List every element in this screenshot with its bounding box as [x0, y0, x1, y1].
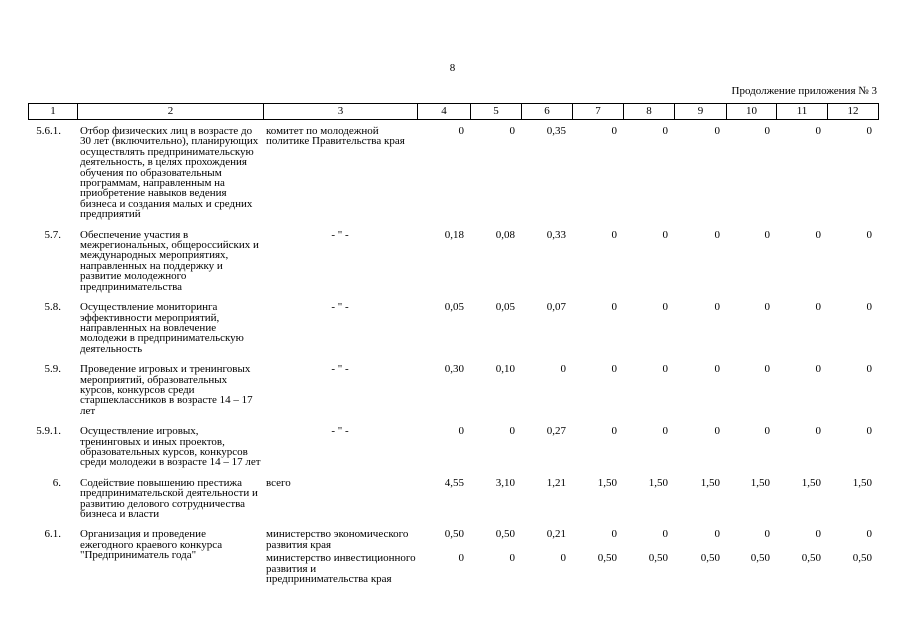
- row-responsible: - " -: [331, 301, 349, 314]
- row-value: 0: [611, 301, 617, 314]
- row-value: 0: [509, 125, 515, 137]
- row-value: 0: [611, 425, 617, 438]
- header-cell: 4: [418, 104, 471, 120]
- header-cell: 3: [264, 104, 418, 120]
- row-value: 1,50: [700, 476, 720, 489]
- row-value: 0: [866, 228, 872, 241]
- row-value: 1,21: [546, 476, 566, 489]
- row-value: 1,50: [801, 476, 821, 489]
- row-code: 5.6.1.: [36, 125, 61, 137]
- header-cell: 12: [828, 104, 879, 120]
- column-number-header: [28, 103, 879, 120]
- row-responsible: всего: [266, 476, 291, 489]
- table-row: [28, 302, 878, 364]
- row-value: 0: [509, 552, 515, 565]
- row-value: 0,18: [444, 228, 464, 241]
- row-value: 0: [662, 363, 668, 376]
- header-cell: 1: [29, 104, 78, 120]
- table-row: [28, 230, 878, 302]
- row-value: 0: [714, 363, 720, 376]
- table-row: [28, 426, 878, 478]
- row-value: 0: [764, 125, 770, 137]
- row-value: 0: [509, 425, 515, 438]
- row-name: Осуществление игровых, тренинговых и иных проектов, образовательных курсов, конкурсов среди молодежи в возрасте 14 – 17 лет: [80, 425, 261, 469]
- header-cell: 9: [675, 104, 727, 120]
- row-value: 0: [866, 528, 872, 541]
- row-name: Осуществление мониторинга эффективности мероприятий, направленных на вовлечение молодежи в предпринимательскую деятельность: [80, 301, 244, 355]
- row-value: 1,50: [648, 476, 668, 489]
- row-name: Отбор физических лиц в возрасте до 30 лет (включительно), планирующих осуществлять предпринимательскую деятельность, в целях прохождения обучения по образовательным программам, направленным на приобретение навыков ведения бизнеса и создания малых и средних предприятий: [80, 125, 259, 221]
- row-value: 0: [662, 125, 668, 137]
- row-value: 0: [560, 552, 566, 565]
- row-value: 0: [458, 425, 464, 438]
- row-code: 5.9.1.: [36, 425, 61, 438]
- row-value: 0,50: [700, 552, 720, 565]
- row-value: 0: [662, 528, 668, 541]
- header-cell: 11: [777, 104, 828, 120]
- row-value: 0: [866, 301, 872, 314]
- row-responsible: министерство инвестиционного развития и предпринимательства края: [266, 552, 416, 586]
- row-value: 0: [764, 301, 770, 314]
- row-value: 0: [662, 228, 668, 241]
- header-cell: 7: [573, 104, 624, 120]
- row-value: 0,50: [801, 552, 821, 565]
- row-value: 0: [815, 528, 821, 541]
- row-code: 5.7.: [44, 228, 61, 241]
- row-value: 0,50: [852, 552, 872, 565]
- row-value: 0,27: [546, 425, 566, 438]
- row-value: 0: [611, 528, 617, 541]
- row-value: 0: [764, 363, 770, 376]
- row-responsible: министерство экономического развития края: [266, 528, 409, 551]
- row-value: 0: [815, 228, 821, 241]
- row-value: 4,55: [444, 476, 464, 489]
- row-code: 5.8.: [44, 301, 61, 314]
- row-value: 0: [714, 425, 720, 438]
- row-value: 0,50: [495, 528, 515, 541]
- appendix-continuation-label: Продолжение приложения № 3: [731, 85, 877, 97]
- row-value: 1,50: [750, 476, 770, 489]
- row-name: Содействие повышению престижа предпринимательской деятельности и развитию делового сотрудничества бизнеса и власти: [80, 476, 258, 520]
- row-value: 0: [764, 425, 770, 438]
- row-value: 0: [815, 125, 821, 137]
- row-value: 0: [764, 528, 770, 541]
- header-cell: 8: [624, 104, 675, 120]
- row-value: 0,35: [546, 125, 566, 137]
- table-row: [28, 529, 878, 553]
- row-value: 0: [714, 528, 720, 541]
- row-value: 0,05: [444, 301, 464, 314]
- row-value: 0,08: [495, 228, 515, 241]
- header-cell: 2: [78, 104, 264, 120]
- row-value: 0: [714, 228, 720, 241]
- row-value: 3,10: [495, 476, 515, 489]
- row-value: 0: [714, 125, 720, 137]
- row-value: 0: [560, 363, 566, 376]
- row-value: 0: [611, 125, 617, 137]
- row-name: Организация и проведение ежегодного краевого конкурса "Предприниматель года": [80, 528, 223, 562]
- row-value: 0: [458, 125, 464, 137]
- header-cell: 5: [471, 104, 522, 120]
- page-number: 8: [449, 62, 456, 74]
- row-value: 0,50: [750, 552, 770, 565]
- row-value: 0,05: [495, 301, 515, 314]
- row-responsible: - " -: [331, 425, 349, 438]
- row-value: 0: [815, 425, 821, 438]
- row-name: Проведение игровых и тренинговых мероприятий, образовательных курсов, конкурсов среди старшеклассников в возрасте 14 – 17 лет: [80, 363, 253, 417]
- row-value: 0: [662, 425, 668, 438]
- row-code: 6.1.: [44, 528, 61, 541]
- header-cell: 6: [522, 104, 573, 120]
- row-value: 0: [866, 425, 872, 438]
- row-value: 0: [815, 363, 821, 376]
- budget-table: [28, 126, 878, 594]
- row-value: 0: [714, 301, 720, 314]
- row-responsible: комитет по молодежной политике Правительства края: [266, 125, 405, 148]
- row-value: 0: [815, 301, 821, 314]
- row-value: 0,33: [546, 228, 566, 241]
- row-value: 0: [866, 125, 872, 137]
- row-value: 0,50: [648, 552, 668, 565]
- row-value: 0,50: [444, 528, 464, 541]
- row-value: 0: [611, 228, 617, 241]
- row-name: Обеспечение участия в межрегиональных, общероссийских и международных мероприятиях, направленных на поддержку и развитие молодежного предпринимательства: [80, 228, 259, 293]
- row-value: 0,07: [546, 301, 566, 314]
- row-value: 1,50: [852, 476, 872, 489]
- row-value: 0: [611, 363, 617, 376]
- row-responsible: - " -: [331, 363, 349, 376]
- row-value: 0: [866, 363, 872, 376]
- row-code: [28, 553, 77, 594]
- row-value: 0: [662, 301, 668, 314]
- row-responsible: - " -: [331, 228, 349, 241]
- row-code: 5.9.: [44, 363, 61, 376]
- row-value: 0: [764, 228, 770, 241]
- row-value: 0,30: [444, 363, 464, 376]
- row-value: 0,10: [495, 363, 515, 376]
- table-row: [28, 126, 878, 230]
- row-code: 6.: [52, 476, 61, 489]
- table-row: [28, 364, 878, 426]
- row-value: 0,21: [546, 528, 566, 541]
- row-value: 1,50: [597, 476, 617, 489]
- table-row: [28, 478, 878, 530]
- row-value: 0: [458, 552, 464, 565]
- header-cell: 10: [727, 104, 777, 120]
- row-value: 0,50: [597, 552, 617, 565]
